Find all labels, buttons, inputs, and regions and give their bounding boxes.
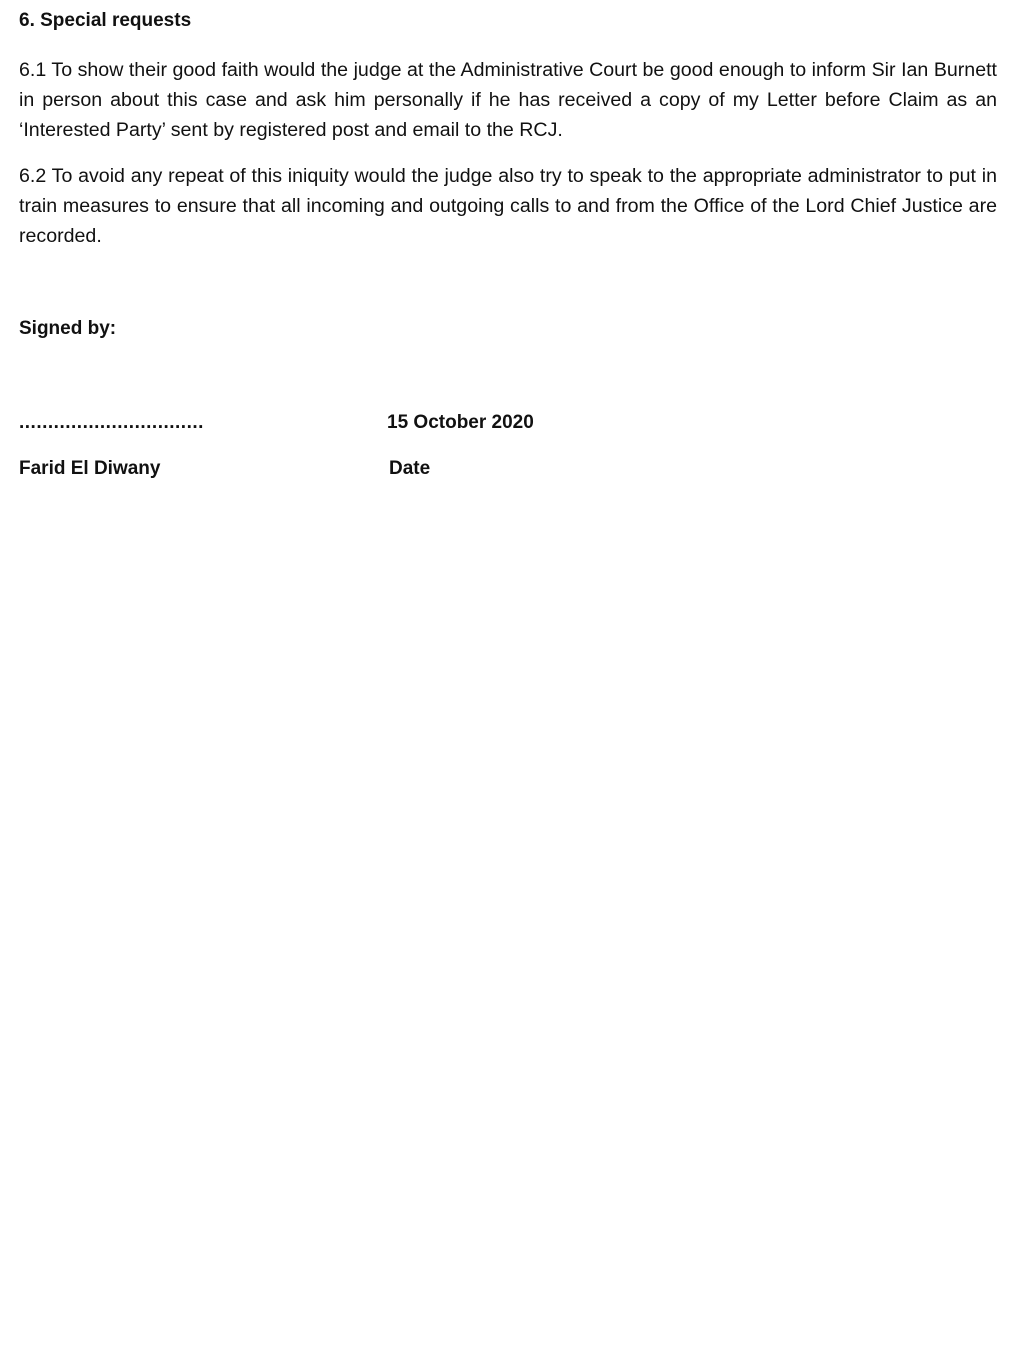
section-heading: 6. Special requests	[19, 10, 192, 31]
signed-by-label: Signed by:	[19, 318, 117, 339]
date-label: Date	[389, 458, 431, 479]
paragraph-6-2: 6.2 To avoid any repeat of this iniquity would the judge also try to speak to the appropriate administrator to put in train measures to ensure that all incoming and outgoing calls to and from the Office of the Lord Chief Justice are recorded.	[19, 165, 997, 247]
signature-date: 15 October 2020	[387, 412, 534, 433]
signature-line: ................................	[19, 412, 204, 433]
signatory-name: Farid El Diwany	[19, 458, 161, 479]
paragraph-6-1: 6.1 To show their good faith would the judge at the Administrative Court be good enough to inform Sir Ian Burnett in person about this case and ask him personally if he has received a copy of my Letter before Claim as an ‘Interested Party’ sent by registered post and email to the RCJ.	[19, 59, 997, 141]
